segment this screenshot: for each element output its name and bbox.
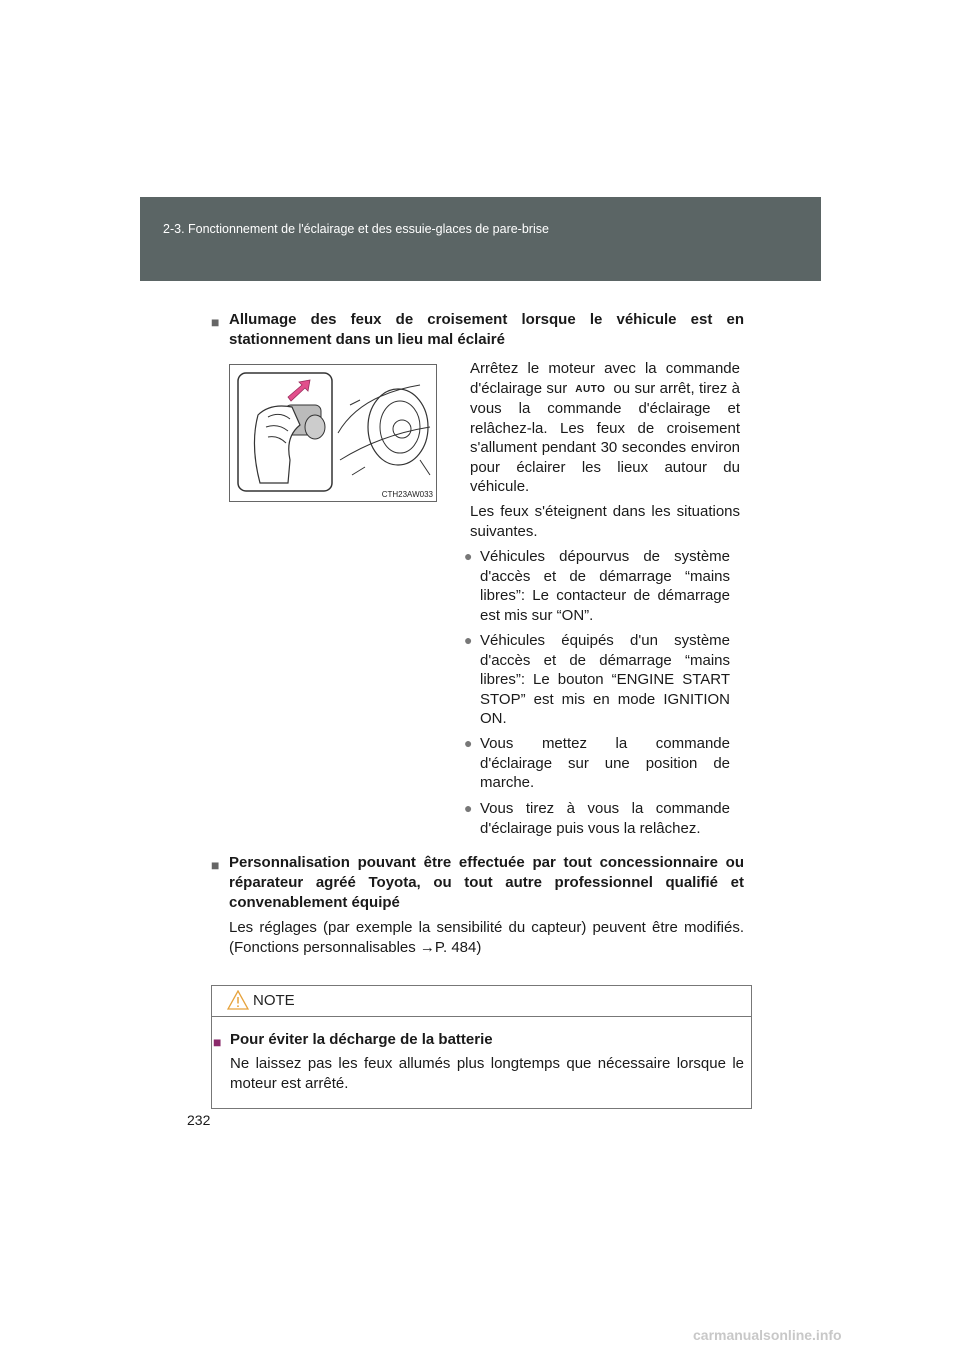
- paragraph-lights-on: Arrêtez le moteur avec la commande d'éclairage sur AUTO ou sur arrêt, tirez à vous la commande d'éclairage et relâchez-la. Les feux de croisement s'allument pendant 30 secondes environ pour éclairer les lieux autour du véhicule.: [470, 360, 740, 495]
- header-band: [140, 197, 821, 281]
- note-box: [211, 985, 752, 1109]
- hand-lever-icon: [230, 365, 436, 501]
- list-item: ● Vous mettez la commande d'éclairage sur une position de marche.: [464, 735, 730, 791]
- list-item: ● Véhicules équipés d'un système d'accès et de démarrage “mains libres”: Le bouton “ENGINE START STOP” est mis en mode IGNITION ON.: [464, 632, 730, 727]
- round-bullet-icon: ●: [464, 735, 473, 751]
- square-bullet-icon: ■: [211, 857, 220, 873]
- list-item: ● Véhicules dépourvus de système d'accès et de démarrage “mains libres”: Le contacteur de démarrage est mis sur “ON”.: [464, 548, 730, 624]
- section-heading-low-beam: ■ Allumage des feux de croisement lorsque le véhicule est en stationnement dans un lieu mal éclairé: [211, 311, 744, 348]
- paragraph-customization: Les réglages (par exemple la sensibilité du capteur) peuvent être modifiés. (Fonctions personnalisables →P. 484): [229, 919, 744, 956]
- figure-code: CTH23AW033: [381, 490, 433, 499]
- round-bullet-icon: ●: [464, 632, 473, 648]
- chapter-title: 2-3. Fonctionnement de l'éclairage et des essuie-glaces de pare-brise: [163, 222, 549, 236]
- list-item: ● Vous tirez à vous la commande d'éclairage puis vous la relâchez.: [464, 800, 730, 837]
- page-number: 232: [187, 1112, 211, 1128]
- section-heading-customization: ■ Personnalisation pouvant être effectuée par tout concessionnaire ou réparateur agréé Toyota, ou tout autre professionnel qualifié et convenablement équipé: [211, 854, 744, 911]
- note-heading: ■ Pour éviter la décharge de la batterie: [213, 1031, 493, 1050]
- headlight-switch-illustration: [229, 364, 437, 502]
- auto-position-label: AUTO: [575, 383, 606, 395]
- note-label: NOTE: [253, 992, 295, 1009]
- square-bullet-icon: ■: [213, 1034, 222, 1050]
- round-bullet-icon: ●: [464, 800, 473, 816]
- note-text: Ne laissez pas les feux allumés plus longtemps que nécessaire lorsque le moteur est arrêté.: [230, 1055, 744, 1092]
- square-bullet-icon: ■: [211, 314, 220, 330]
- paragraph-lights-off: Les feux s'éteignent dans les situations suivantes.: [470, 503, 740, 540]
- note-header: [212, 986, 751, 1017]
- round-bullet-icon: ●: [464, 548, 473, 564]
- watermark: carmanualsonline.info: [693, 1327, 842, 1343]
- warning-triangle-icon: [227, 990, 249, 1010]
